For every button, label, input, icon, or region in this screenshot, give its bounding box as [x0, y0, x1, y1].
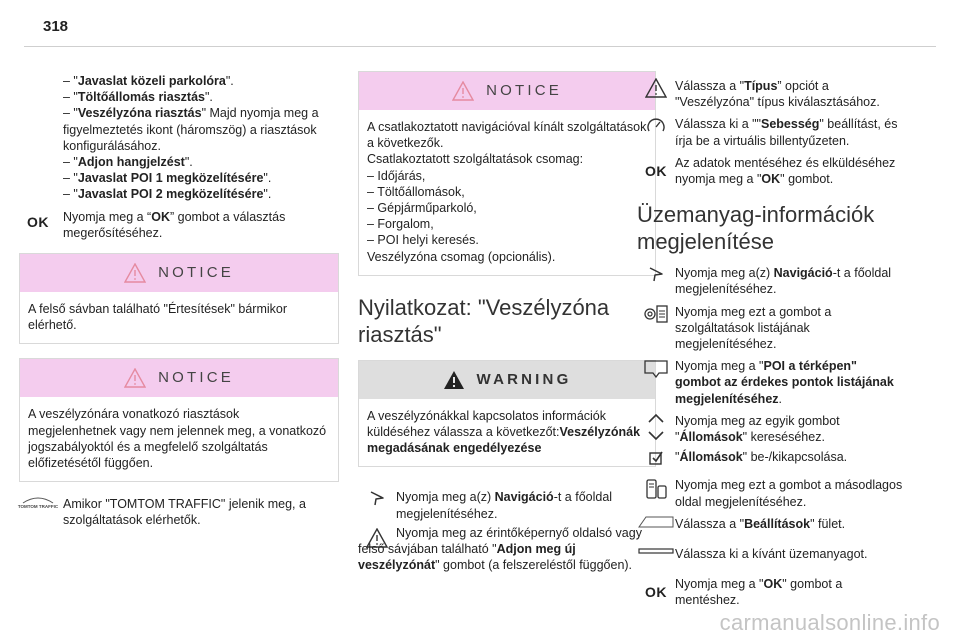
navigation-step: Nyomja meg a(z) Navigáció-t a főoldal megjelenítéséhez. [358, 489, 656, 521]
type-step: Válassza a "Típus” opciót a "Veszélyzóna" típus kiválasztásához. [637, 78, 905, 110]
list-item: – "Töltőállomás riasztás". [63, 90, 213, 105]
column-1 [17, 73, 337, 535]
secondary-page-icon [637, 477, 675, 501]
notice-box [19, 253, 339, 344]
tomtom-step [13, 496, 337, 528]
fuel-selection-bar-icon [637, 546, 675, 556]
notice-text: A veszélyzónára vonatkozó riasztások megjelenhetnek vagy nem jelennek meg, a vonatkozó jogszabályoktól és a megfelelő szolgáltatás előfizetésétől függően. [28, 407, 327, 471]
ok-icon: OK [645, 584, 667, 601]
warning-triangle-icon [124, 368, 146, 388]
navigation-icon [637, 265, 675, 283]
chevron-up-down-icon [637, 413, 675, 441]
ok-icon: OK [27, 213, 49, 230]
save-step: OK Az adatok mentéséhez és elküldéséhez nyomja meg a "OK" gombot. [637, 155, 905, 187]
section-heading: Üzemanyag-információk megjelenítése [637, 202, 875, 255]
poi-map-icon [637, 358, 675, 378]
warning-triangle-icon [124, 263, 146, 283]
list-item: – "Javaslat POI 1 megközelítésére". [63, 171, 272, 186]
checkbox-icon [637, 449, 675, 465]
ok-instruction: Nyomja meg a “OK” gombot a választás megerősítéséhez. [63, 209, 286, 240]
services-list-icon [637, 304, 675, 324]
notice-header: NOTICE [359, 72, 655, 110]
ok-step [13, 209, 337, 241]
fuel-step-6: Nyomja meg ezt a gombot a másodlagos oldal megjelenítéséhez. [637, 477, 905, 509]
tomtom-instruction: Amikor "TOMTOM TRAFFIC" jelenik meg, a szolgáltatások elérhetők. [63, 497, 306, 528]
fuel-step-4: Nyomja meg az egyik gombot "Állomások" kereséséhez. [637, 413, 905, 445]
notice-header: NOTICE [20, 359, 338, 397]
list-item: – "Veszélyzóna riasztás" Majd nyomja meg a figyelmeztetés ikont (háromszög) a riasztások konfigurálásához. [63, 106, 319, 153]
warning-filled-icon [443, 370, 465, 390]
page-number: 318 [43, 18, 69, 35]
settings-tab-icon [637, 516, 675, 528]
fuel-step-9: OK Nyomja meg a "OK" gombot a mentéshez. [637, 576, 905, 608]
speed-step: Válassza ki a ""Sebesség" beállítást, és írja be a virtuális billentyűzeten. [637, 116, 905, 148]
option-list [63, 73, 337, 203]
fuel-step-5: "Állomások" be-/kikapcsolása. [637, 449, 905, 465]
notice-header: NOTICE [20, 254, 338, 292]
top-divider [24, 46, 936, 47]
warning-triangle-icon [452, 81, 474, 101]
fuel-step-8: Válassza ki a kívánt üzemanyagot. [637, 546, 905, 562]
list-item: – "Adjon hangjelzést". [63, 155, 193, 170]
warning-text: A veszélyzónákkal kapcsolatos információk küldéséhez válassza a következőt:Veszélyzónák megadásának engedélyezése [367, 408, 641, 456]
tomtom-traffic-icon: TOMTOM TRAFFIC [13, 496, 63, 509]
list-item: – "Javaslat POI 2 megközelítésére". [63, 187, 272, 202]
watermark: carmanualsonline.info [719, 610, 940, 635]
fuel-step-1: Nyomja meg a(z) Navigáció-t a főoldal megjelenítéséhez. [637, 265, 905, 297]
column-2 [358, 71, 656, 573]
fuel-step-2: Nyomja meg ezt a gombot a szolgáltatások listájának megjelenítéséhez. [637, 304, 905, 353]
notice-box [358, 71, 656, 276]
add-zone-instruction: Nyomja meg az érintőképernyő oldalsó vagy felső sávjában található "Adjon meg új veszélyzónát" gombot (a felszereléstől függően). [358, 525, 642, 573]
notice-text: A csatlakoztatott navigációval kínált szolgáltatások a következők. Csatlakoztatott szolgáltatások csomag: – Időjárás, – Töltőállomások, – Gépjárműparkoló, – Forgalom, – POI helyi keresés. Veszélyzóna csomag (opcionális). [367, 120, 647, 264]
notice-box [19, 358, 339, 482]
warning-triangle-icon [637, 78, 675, 98]
fuel-step-3: Nyomja meg a "POI a térképen" gombot az érdekes pontok listájának megjelenítéséhez. [637, 358, 905, 407]
section-heading: Nyilatkozat: "Veszélyzóna riasztás" [358, 294, 610, 347]
notice-text: A felső sávban található "Értesítések" bármikor elérhető. [28, 302, 288, 333]
warning-box [358, 360, 656, 468]
warning-header: WARNING [359, 361, 655, 399]
ok-icon: OK [645, 162, 667, 179]
speedometer-icon [637, 116, 675, 136]
navigation-icon [358, 489, 396, 507]
fuel-step-7: Válassza a "Beállítások" fület. [637, 516, 905, 532]
column-3 [637, 78, 905, 615]
list-item: – "Javaslat közeli parkolóra". [63, 74, 234, 88]
